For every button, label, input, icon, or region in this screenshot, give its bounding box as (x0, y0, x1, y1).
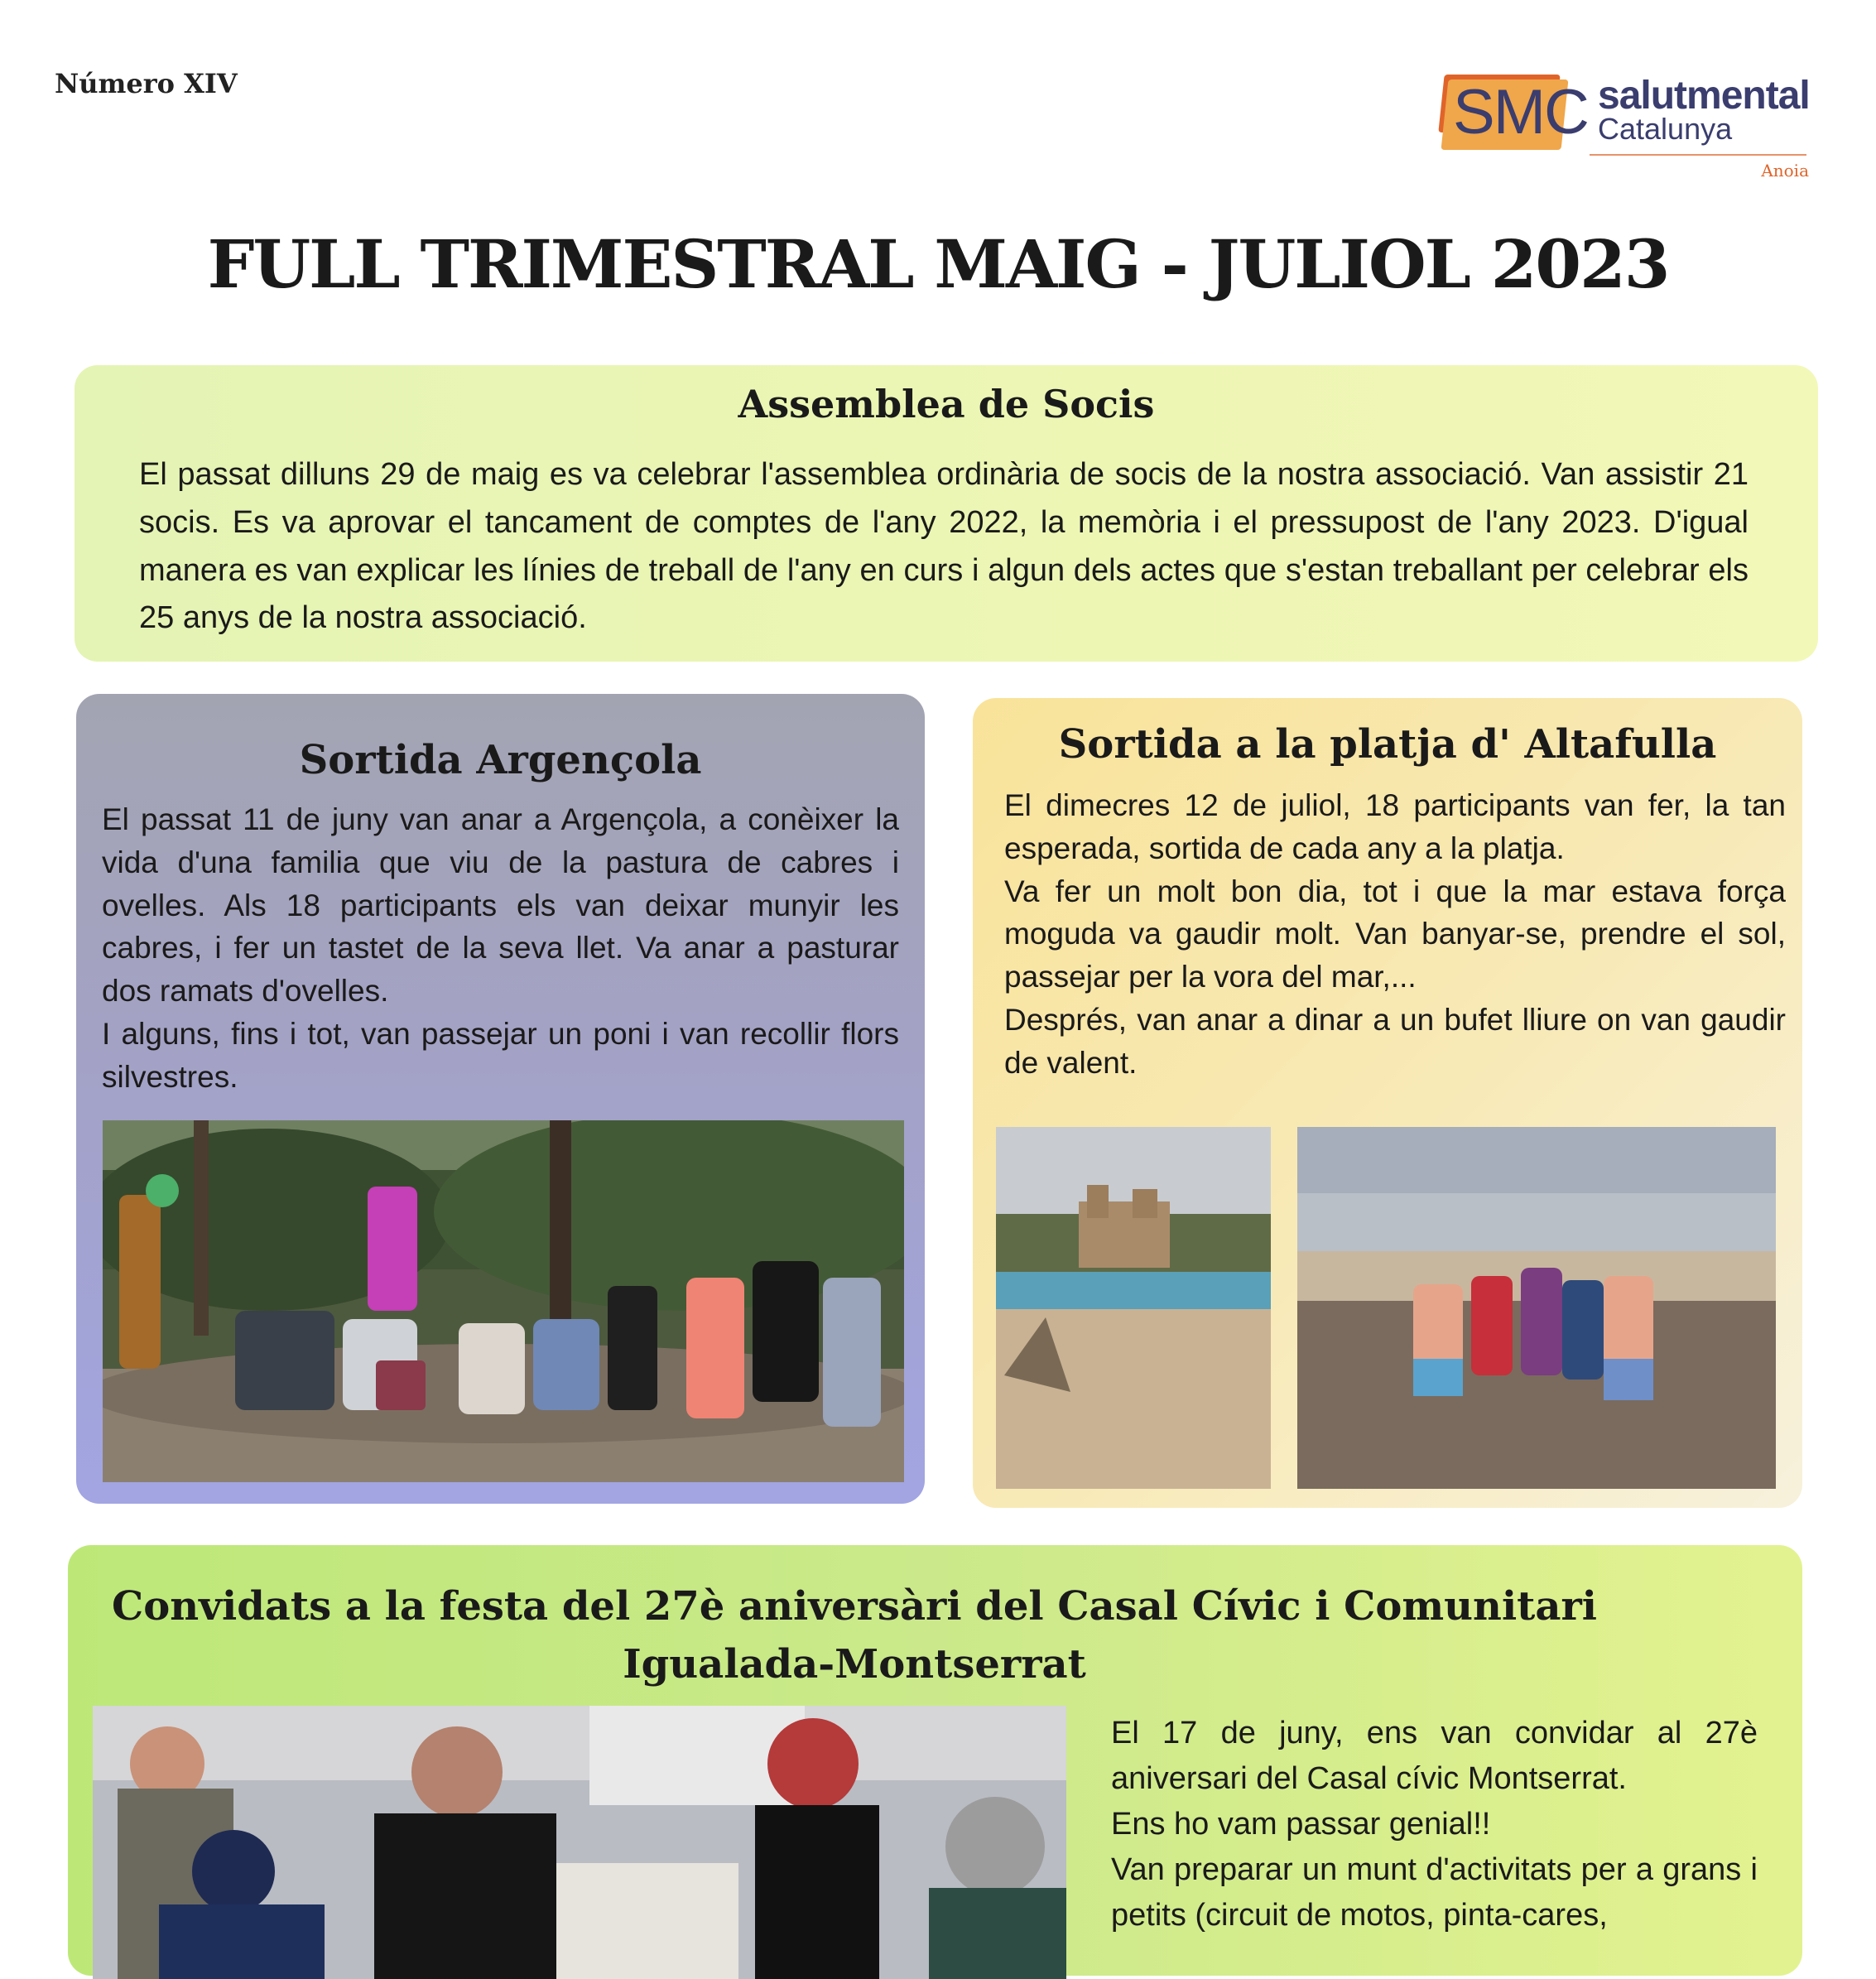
logo-divider (1590, 154, 1806, 156)
argencola-group-photo (103, 1120, 904, 1482)
casal-games-photo (93, 1706, 1066, 1979)
logo-region: Anoia (1761, 161, 1809, 181)
casal-paragraph: Ens ho vam passar genial!! (1111, 1807, 1491, 1842)
beach-group-photo (1297, 1127, 1776, 1489)
altafulla-paragraph: Va fer un molt bon dia, tot i que la mar estava força moguda va gaudir molt. Van banyar-se, prendre el sol, passejar per la vora del mar,... (1004, 874, 1786, 994)
logo-letters: SMC (1453, 77, 1588, 147)
casal-panel (68, 1545, 1802, 1976)
castle-beach-photo (996, 1127, 1271, 1489)
argencola-panel (76, 694, 925, 1504)
smc-logo (1445, 73, 1809, 181)
logo-name: salutmental (1598, 74, 1810, 118)
issue-number: Número XIV (55, 68, 238, 99)
argencola-paragraph: I alguns, fins i tot, van passejar un poni i van recollir flors silvestres. (102, 1016, 899, 1094)
casal-title: Convidats a la festa del 27è aniversàri del Casal Cívic i Comunitari Igualada-Montserrat (112, 1583, 1597, 1688)
assembly-panel (75, 365, 1818, 662)
assembly-title: Assemblea de Socis (738, 382, 1155, 426)
argencola-paragraph: El passat 11 de juny van anar a Argençola, a conèixer la vida d'una familia que viu de la pastura de cabres i ovelles. Als 18 participants els van deixar munyir les cabres, i fer un tastet de la seva llet. Va anar a pasturar dos ramats d'ovelles. (102, 802, 899, 1009)
altafulla-title: Sortida a la platja d' Altafulla (1058, 721, 1717, 768)
casal-paragraph: Van preparar un munt d'activitats per a grans i petits (circuit de motos, pinta-cares, (1111, 1852, 1758, 1933)
casal-paragraph: El 17 de juny, ens van convidar al 27è aniversari del Casal cívic Montserrat. (1111, 1716, 1758, 1797)
logo-subtitle: Catalunya (1598, 112, 1733, 146)
argencola-title: Sortida Argençola (299, 737, 702, 783)
altafulla-paragraph: El dimecres 12 de juliol, 18 participants van fer, la tan esperada, sortida de cada any a la platja. (1004, 788, 1786, 865)
altafulla-paragraph: Després, van anar a dinar a un bufet lliure on van gaudir de valent. (1004, 1002, 1786, 1080)
altafulla-panel (973, 698, 1802, 1508)
assembly-text: El passat dilluns 29 de maig es va celebrar l'assemblea ordinària de socis de la nostra associació. Van assistir 21 socis. Es va aprovar el tancament de comptes de l'any 2022, la memòria i el pressupost de l'any 2023. D'igual manera es van explicar les línies de treball de l'any en curs i algun dels actes que s'estan treballant per celebrar els 25 anys de la nostra associació. (139, 457, 1749, 636)
page-title: FULL TRIMESTRAL MAIG - JULIOL 2023 (207, 225, 1669, 303)
